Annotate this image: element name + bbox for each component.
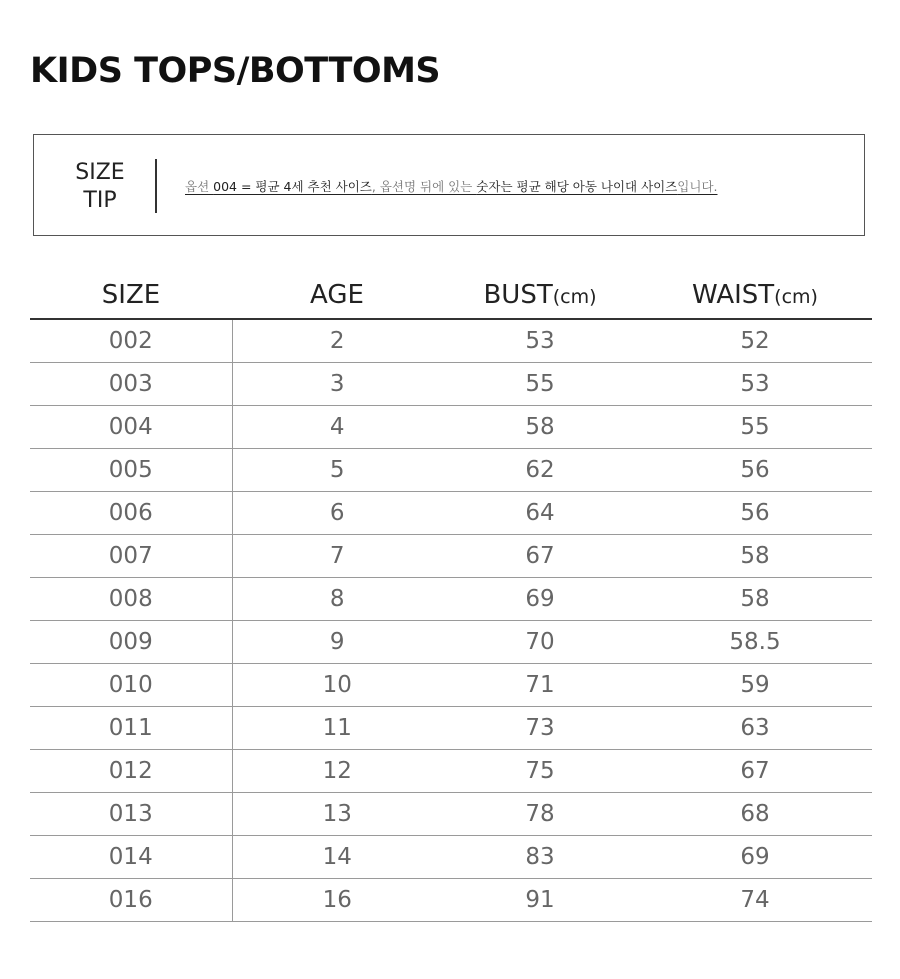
cell-bust: 75: [442, 750, 638, 793]
cell-bust: 62: [442, 449, 638, 492]
cell-age: 4: [232, 406, 442, 449]
cell-size: 006: [30, 492, 232, 535]
cell-bust: 69: [442, 578, 638, 621]
cell-age: 11: [232, 707, 442, 750]
cell-age: 5: [232, 449, 442, 492]
cell-bust: 91: [442, 879, 638, 922]
cell-bust: 58: [442, 406, 638, 449]
cell-waist: 67: [638, 750, 872, 793]
cell-waist: 56: [638, 449, 872, 492]
cell-bust: 78: [442, 793, 638, 836]
table-row: [30, 535, 872, 578]
cell-age: 12: [232, 750, 442, 793]
cell-age: 7: [232, 535, 442, 578]
cell-age: 8: [232, 578, 442, 621]
header-size: [30, 272, 232, 319]
cell-age: 3: [232, 363, 442, 406]
tip-text-part3: , 옵션명 뒤에 있는: [371, 179, 477, 194]
size-chart-table: [30, 272, 872, 922]
cell-size: 013: [30, 793, 232, 836]
tip-text-part2: 004 = 평균 4세 추천 사이즈: [213, 179, 372, 194]
cell-bust: 64: [442, 492, 638, 535]
cell-bust: 55: [442, 363, 638, 406]
cell-age: 13: [232, 793, 442, 836]
cell-waist: 69: [638, 836, 872, 879]
cell-waist: 53: [638, 363, 872, 406]
cell-bust: 53: [442, 319, 638, 363]
header-waist: [638, 272, 872, 319]
cell-bust: 73: [442, 707, 638, 750]
cell-size: 005: [30, 449, 232, 492]
size-tip-box: [33, 134, 865, 236]
cell-waist: 58: [638, 578, 872, 621]
cell-size: 011: [30, 707, 232, 750]
size-tip-label-line1: SIZE: [75, 160, 125, 185]
cell-size: 012: [30, 750, 232, 793]
header-age-label: AGE: [310, 280, 364, 310]
header-waist-label: WAIST: [692, 280, 775, 310]
table-row: [30, 664, 872, 707]
page-title: KIDS TOPS/BOTTOMS: [30, 51, 441, 91]
table-row: [30, 707, 872, 750]
tip-text-part1: 옵션: [185, 179, 214, 194]
cell-size: 014: [30, 836, 232, 879]
table-row: [30, 621, 872, 664]
cell-bust: 70: [442, 621, 638, 664]
table-row: [30, 750, 872, 793]
cell-size: 016: [30, 879, 232, 922]
cell-waist: 55: [638, 406, 872, 449]
table-row: [30, 319, 872, 363]
size-tip-label: [64, 159, 136, 215]
header-waist-unit: (cm): [774, 286, 818, 308]
size-tip-text: [185, 177, 718, 195]
cell-age: 10: [232, 664, 442, 707]
cell-size: 002: [30, 319, 232, 363]
cell-waist: 58: [638, 535, 872, 578]
table-row: [30, 449, 872, 492]
cell-waist: 56: [638, 492, 872, 535]
table-row: [30, 578, 872, 621]
cell-waist: 58.5: [638, 621, 872, 664]
cell-age: 16: [232, 879, 442, 922]
cell-age: 9: [232, 621, 442, 664]
header-bust-label: BUST: [483, 280, 553, 310]
table-row: [30, 406, 872, 449]
cell-age: 2: [232, 319, 442, 363]
cell-bust: 71: [442, 664, 638, 707]
cell-size: 009: [30, 621, 232, 664]
header-bust: [442, 272, 638, 319]
cell-age: 6: [232, 492, 442, 535]
size-tip-label-line2: TIP: [83, 188, 117, 213]
table-row: [30, 363, 872, 406]
cell-waist: 74: [638, 879, 872, 922]
cell-size: 007: [30, 535, 232, 578]
cell-bust: 67: [442, 535, 638, 578]
cell-size: 008: [30, 578, 232, 621]
cell-size: 010: [30, 664, 232, 707]
header-bust-unit: (cm): [552, 286, 597, 308]
header-age: [232, 272, 442, 319]
table-row: [30, 879, 872, 922]
tip-text-part5: 입니다.: [677, 179, 718, 194]
tip-text-part4: 숫자는 평균 해당 아동 나이대 사이즈: [476, 179, 678, 194]
table-row: [30, 836, 872, 879]
table-row: [30, 492, 872, 535]
cell-bust: 83: [442, 836, 638, 879]
table-header-row: [30, 272, 872, 319]
cell-size: 004: [30, 406, 232, 449]
cell-waist: 52: [638, 319, 872, 363]
cell-waist: 59: [638, 664, 872, 707]
cell-waist: 68: [638, 793, 872, 836]
size-tip-divider: [155, 159, 157, 213]
table-row: [30, 793, 872, 836]
cell-size: 003: [30, 363, 232, 406]
cell-age: 14: [232, 836, 442, 879]
header-size-label: SIZE: [101, 280, 161, 310]
cell-waist: 63: [638, 707, 872, 750]
